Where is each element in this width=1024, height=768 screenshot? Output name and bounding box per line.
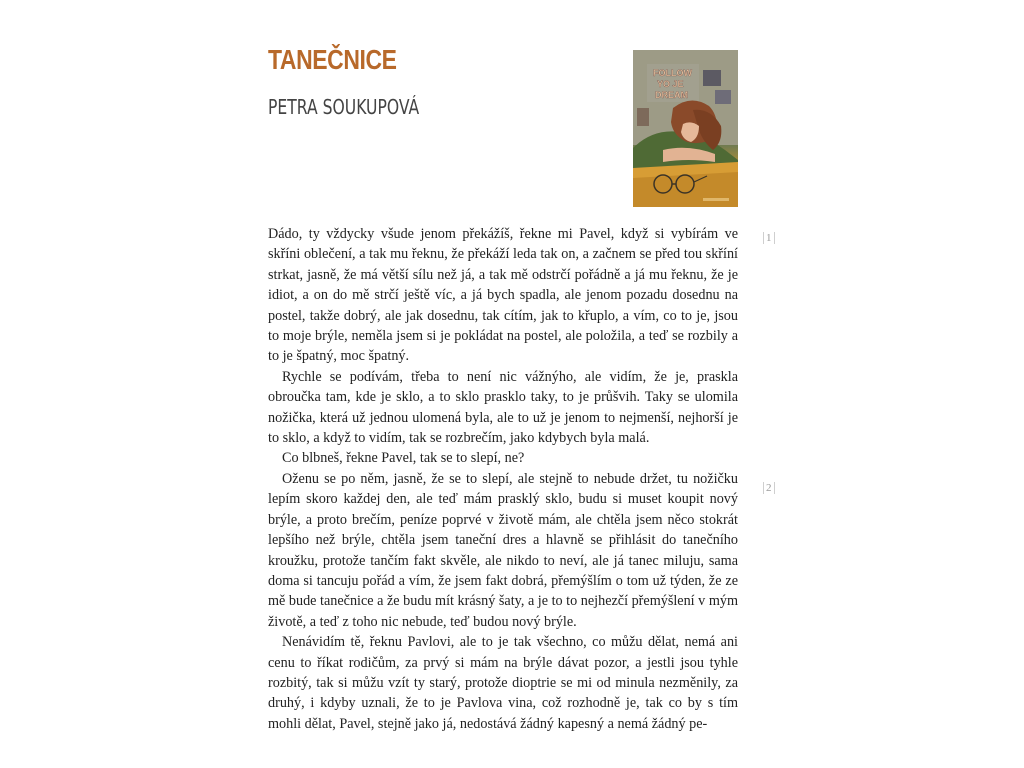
paragraph: Nenávidím tě, řeknu Pavlovi, ale to je tak všechno, co můžu dělat, nemá ani cenu to říkat rodičům, za prvý si mám na brýle dávat pozor, a jestli jsou tyhle rozbitý, tak si můžu vzít ty starý, protože dioptrie se mi od minula nezměnily, za druhý, i kdyby uznali, že to je Pavlova vina, což rozhodně je, tak co by s tím mohli dělat, Pavel, stejně jako já, nedostává žádný kapesný a nemá žádný pe-: [268, 634, 738, 732]
book-title: TANEČNICE: [268, 44, 397, 75]
book-author: PETRA SOUKUPOVÁ: [268, 95, 420, 119]
book-cover-image: [633, 50, 738, 207]
story-text: [268, 224, 738, 734]
cover-text-line-3: DREAM: [655, 90, 688, 100]
margin-section-number: 1: [763, 232, 775, 244]
paragraph: Dádo, ty vždycky všude jenom překážíš, řekne mi Pavel, když si vybírám ve skříni oblečení, a tak mu řeknu, že překáží leda tak on, a začnem se před tou skříní strkat, jasně, že má větší sílu než já, a tak mě odstrčí pořádně a já mu řeknu, že je idiot, a on do mě strčí ještě víc, a já bych spadla, ale jenom pozadu dosednu na postel, takže dobrý, ale jak dosednu, tak cítím, jak to křuplo, a vím, co to je, jsou to moje brýle, neměla jsem si je pokládat na postel, ale položila, a teď se rozbily a to je špatný, moc špatný.: [268, 226, 738, 365]
cover-text-line-2: YO JE: [657, 79, 684, 89]
paragraph: Co blbneš, řekne Pavel, tak se to slepí, ne?: [282, 450, 525, 467]
cover-text-line-1: FOLLOW: [653, 68, 692, 78]
book-cover-illustration-icon: [633, 50, 738, 207]
paragraph: Oženu se po něm, jasně, že se to slepí, ale stejně to nebude držet, tu nožičku lepím skoro každej den, ale teď mám prasklý sklo, budu si muset koupit nový brýle, a proto brečím, peníze poprvé v životě mám, ale chtěla jsem něco stokrát lepšího než brýle, chtěla jsem taneční dres a hlavně se přihlásit do tanečního kroužku, protože tančím fakt skvěle, ale nikdo to neví, ale já tanec miluju, sama doma si tancuju pořád a vím, že jsem fakt dobrá, přemýšlím o tom už týden, že ze mě bude tanečnice a že budu mít krásný šaty, a je to to nejhezčí přemýšlení v mým životě, a teď z toho nic nebude, teď budou nový brýle.: [268, 470, 738, 630]
margin-section-number: 2: [763, 482, 775, 494]
paragraph: Rychle se podívám, třeba to není nic vážnýho, ale vidím, že je, praskla obroučka tam, kde je sklo, a to sklo prasklo taky, to je průšvih. Taky se ulomila nožička, která už jednou ulomená byla, ale to už je jenom to nejmenší, nejhorší je to sklo, a když to vidím, tak se rozbrečím, jako kdybych byla malá.: [268, 368, 738, 447]
